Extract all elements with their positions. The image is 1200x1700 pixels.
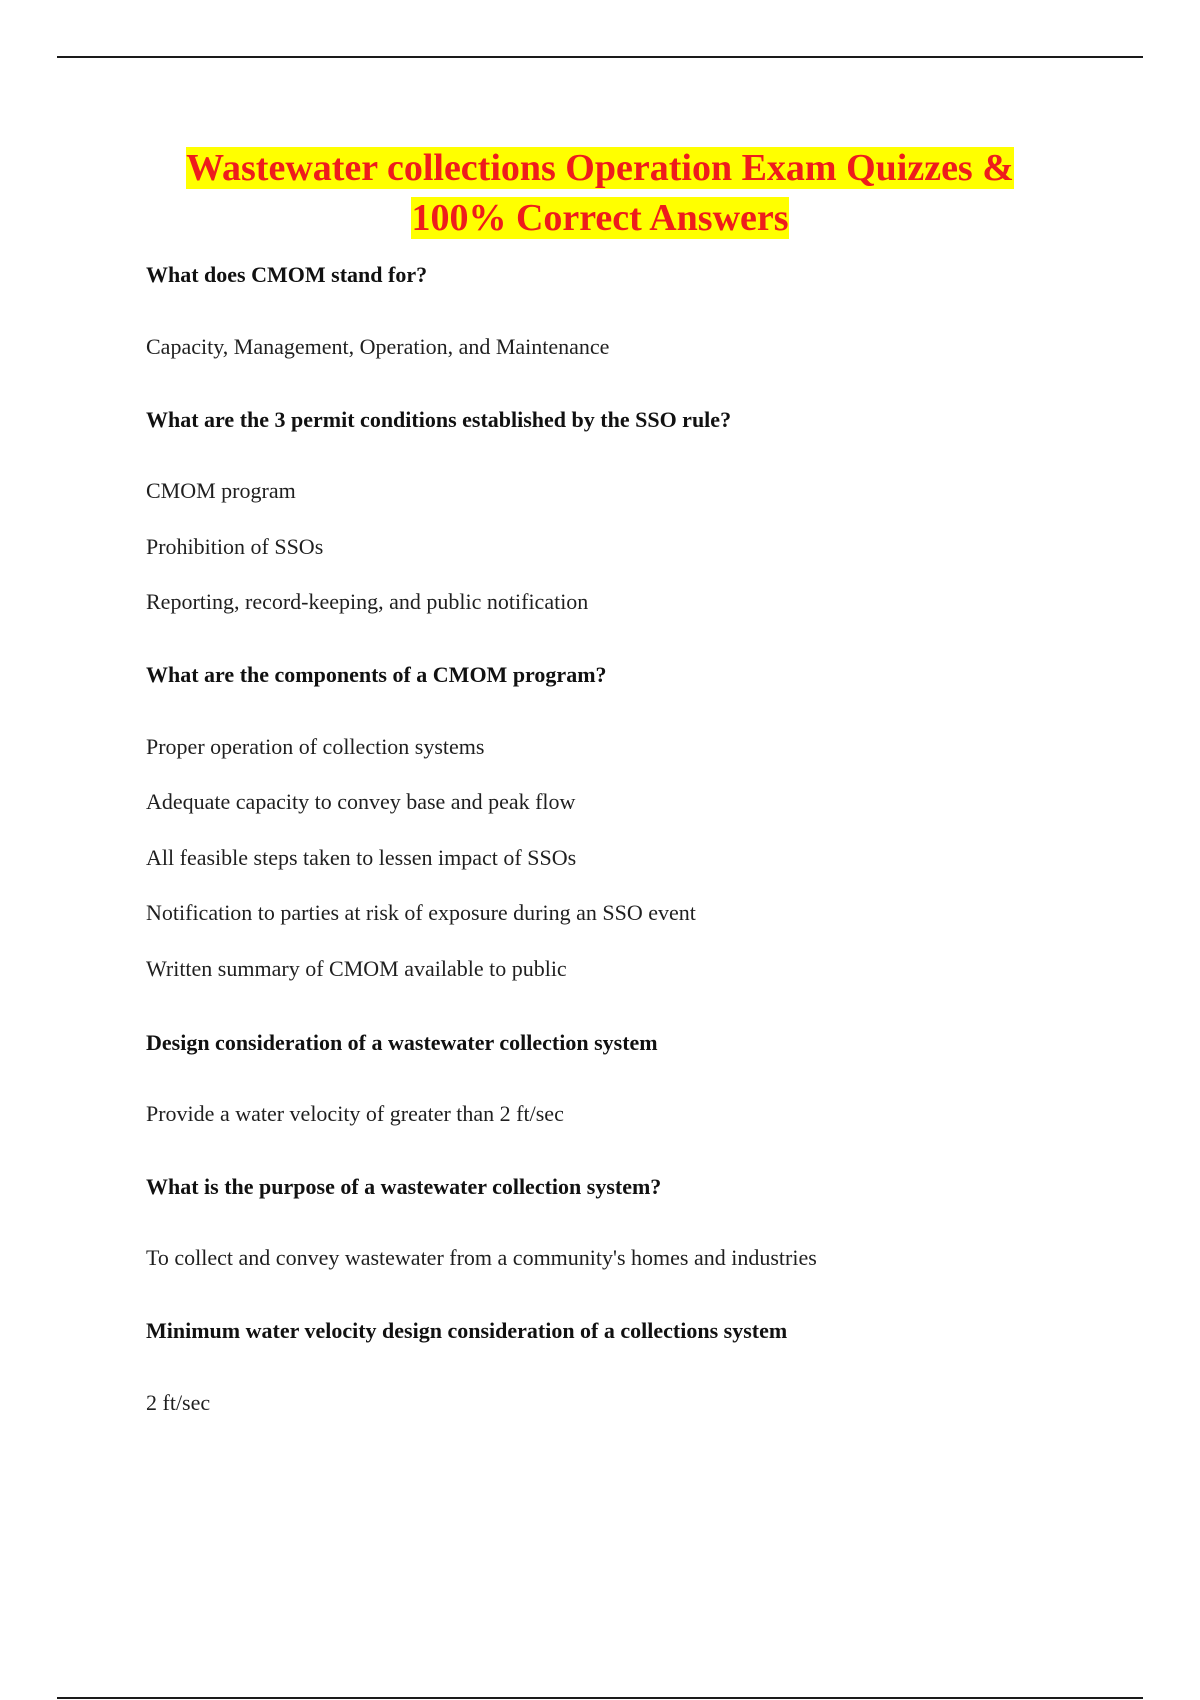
header-rule (57, 56, 1143, 58)
answer-6-1: 2 ft/sec (146, 1390, 211, 1415)
question-3: What are the components of a CMOM program? (146, 662, 607, 687)
question-4: Design consideration of a wastewater collection system (146, 1030, 658, 1055)
answer-3-1: Proper operation of collection systems (146, 734, 485, 759)
title-line-1: Wastewater collections Operation Exam Quizzes & (186, 147, 1014, 189)
question-2: What are the 3 permit conditions established by the SSO rule? (146, 407, 732, 432)
question-1: What does CMOM stand for? (146, 262, 428, 287)
answer-4-1: Provide a water velocity of greater than 2 ft/sec (146, 1101, 564, 1126)
answer-2-3: Reporting, record-keeping, and public notification (146, 589, 589, 614)
question-6: Minimum water velocity design consideration of a collections system (146, 1318, 788, 1343)
answer-5-1: To collect and convey wastewater from a community's homes and industries (146, 1245, 817, 1270)
answer-3-5: Written summary of CMOM available to public (146, 956, 567, 981)
question-5: What is the purpose of a wastewater collection system? (146, 1174, 662, 1199)
document-title (0, 143, 1200, 243)
answer-1-1: Capacity, Management, Operation, and Maintenance (146, 334, 610, 359)
title-line-2: 100% Correct Answers (411, 197, 789, 239)
answer-2-2: Prohibition of SSOs (146, 534, 324, 559)
answer-3-4: Notification to parties at risk of exposure during an SSO event (146, 900, 696, 925)
answer-3-3: All feasible steps taken to lessen impact of SSOs (146, 845, 577, 870)
answer-2-1: CMOM program (146, 478, 296, 503)
answer-3-2: Adequate capacity to convey base and peak flow (146, 789, 576, 814)
footer-rule (57, 1697, 1143, 1699)
